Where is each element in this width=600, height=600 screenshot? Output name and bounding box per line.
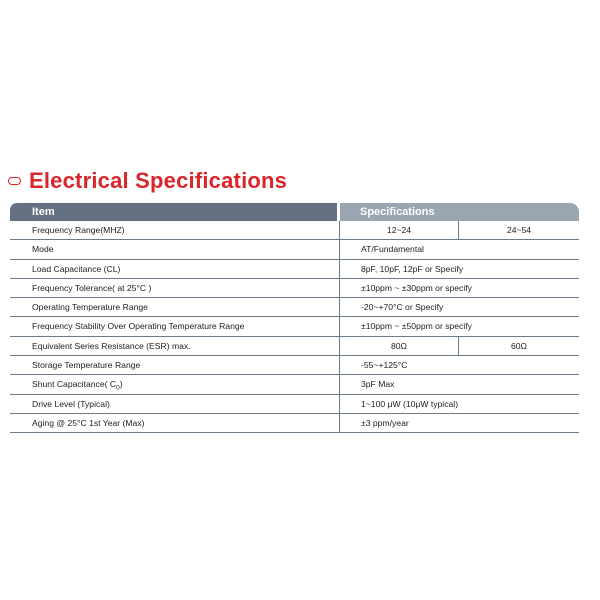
row-item: Frequency Tolerance( at 25°C ) <box>10 279 340 297</box>
table-row <box>10 337 579 356</box>
row-item: Load Capacitance (CL) <box>10 260 340 278</box>
row-item-subscript: 0 <box>116 385 120 393</box>
row-spec-value: 60Ω <box>511 340 527 351</box>
row-spec-value: ±10ppm ~ ±30ppm or specify <box>361 282 472 293</box>
table-header <box>10 203 579 221</box>
row-spec-value: 80Ω <box>340 337 459 355</box>
row-spec-split <box>340 337 579 355</box>
row-item: Storage Temperature Range <box>10 356 340 374</box>
section-title-row <box>8 166 287 196</box>
row-spec-value: -55~+125°C <box>361 360 408 371</box>
section-title: Electrical Specifications <box>29 168 288 193</box>
table-row <box>10 260 579 279</box>
spec-table <box>10 203 579 433</box>
row-item-prefix: Shunt Capacitance( C <box>32 379 117 390</box>
row-spec-value: 3pF Max <box>361 379 395 390</box>
row-item: Mode <box>10 240 340 258</box>
row-spec-value: AT/Fundamental <box>361 244 424 255</box>
row-spec-value: 12~24 <box>340 221 459 239</box>
table-row <box>10 317 579 336</box>
row-item: Equivalent Series Resistance (ESR) max. <box>10 337 340 355</box>
row-spec-value: -20~+70°C or Specify <box>361 302 444 313</box>
table-row <box>10 395 579 414</box>
row-item: Drive Level (Typical) <box>10 395 340 413</box>
row-spec-value: ±3 ppm/year <box>361 417 409 428</box>
table-row <box>10 414 579 433</box>
row-item: Aging @ 25°C 1st Year (Max) <box>10 414 340 432</box>
table-row <box>10 375 579 394</box>
row-spec-value: 8pF, 10pF, 12pF or Specify <box>361 263 464 274</box>
table-row <box>10 298 579 317</box>
row-item: Frequency Stability Over Operating Temperature Range <box>10 317 340 335</box>
row-spec-value: 24~54 <box>506 225 532 235</box>
header-item: Item <box>10 203 337 221</box>
row-item: Frequency Range(MHZ) <box>10 221 340 239</box>
table-row <box>10 240 579 259</box>
row-spec-value: 1~100 μW (10μW typical) <box>361 398 459 409</box>
table-row <box>10 356 579 375</box>
row-item: Operating Temperature Range <box>10 298 340 316</box>
row-item-suffix: ) <box>119 379 123 390</box>
row-spec-split <box>340 221 579 239</box>
rounded-rect-icon <box>8 177 21 185</box>
header-specifications: Specifications <box>340 203 579 221</box>
table-row <box>10 221 579 240</box>
row-item <box>10 375 340 393</box>
row-spec-value: ±10ppm ~ ±50ppm or specify <box>361 321 472 332</box>
table-row <box>10 279 579 298</box>
